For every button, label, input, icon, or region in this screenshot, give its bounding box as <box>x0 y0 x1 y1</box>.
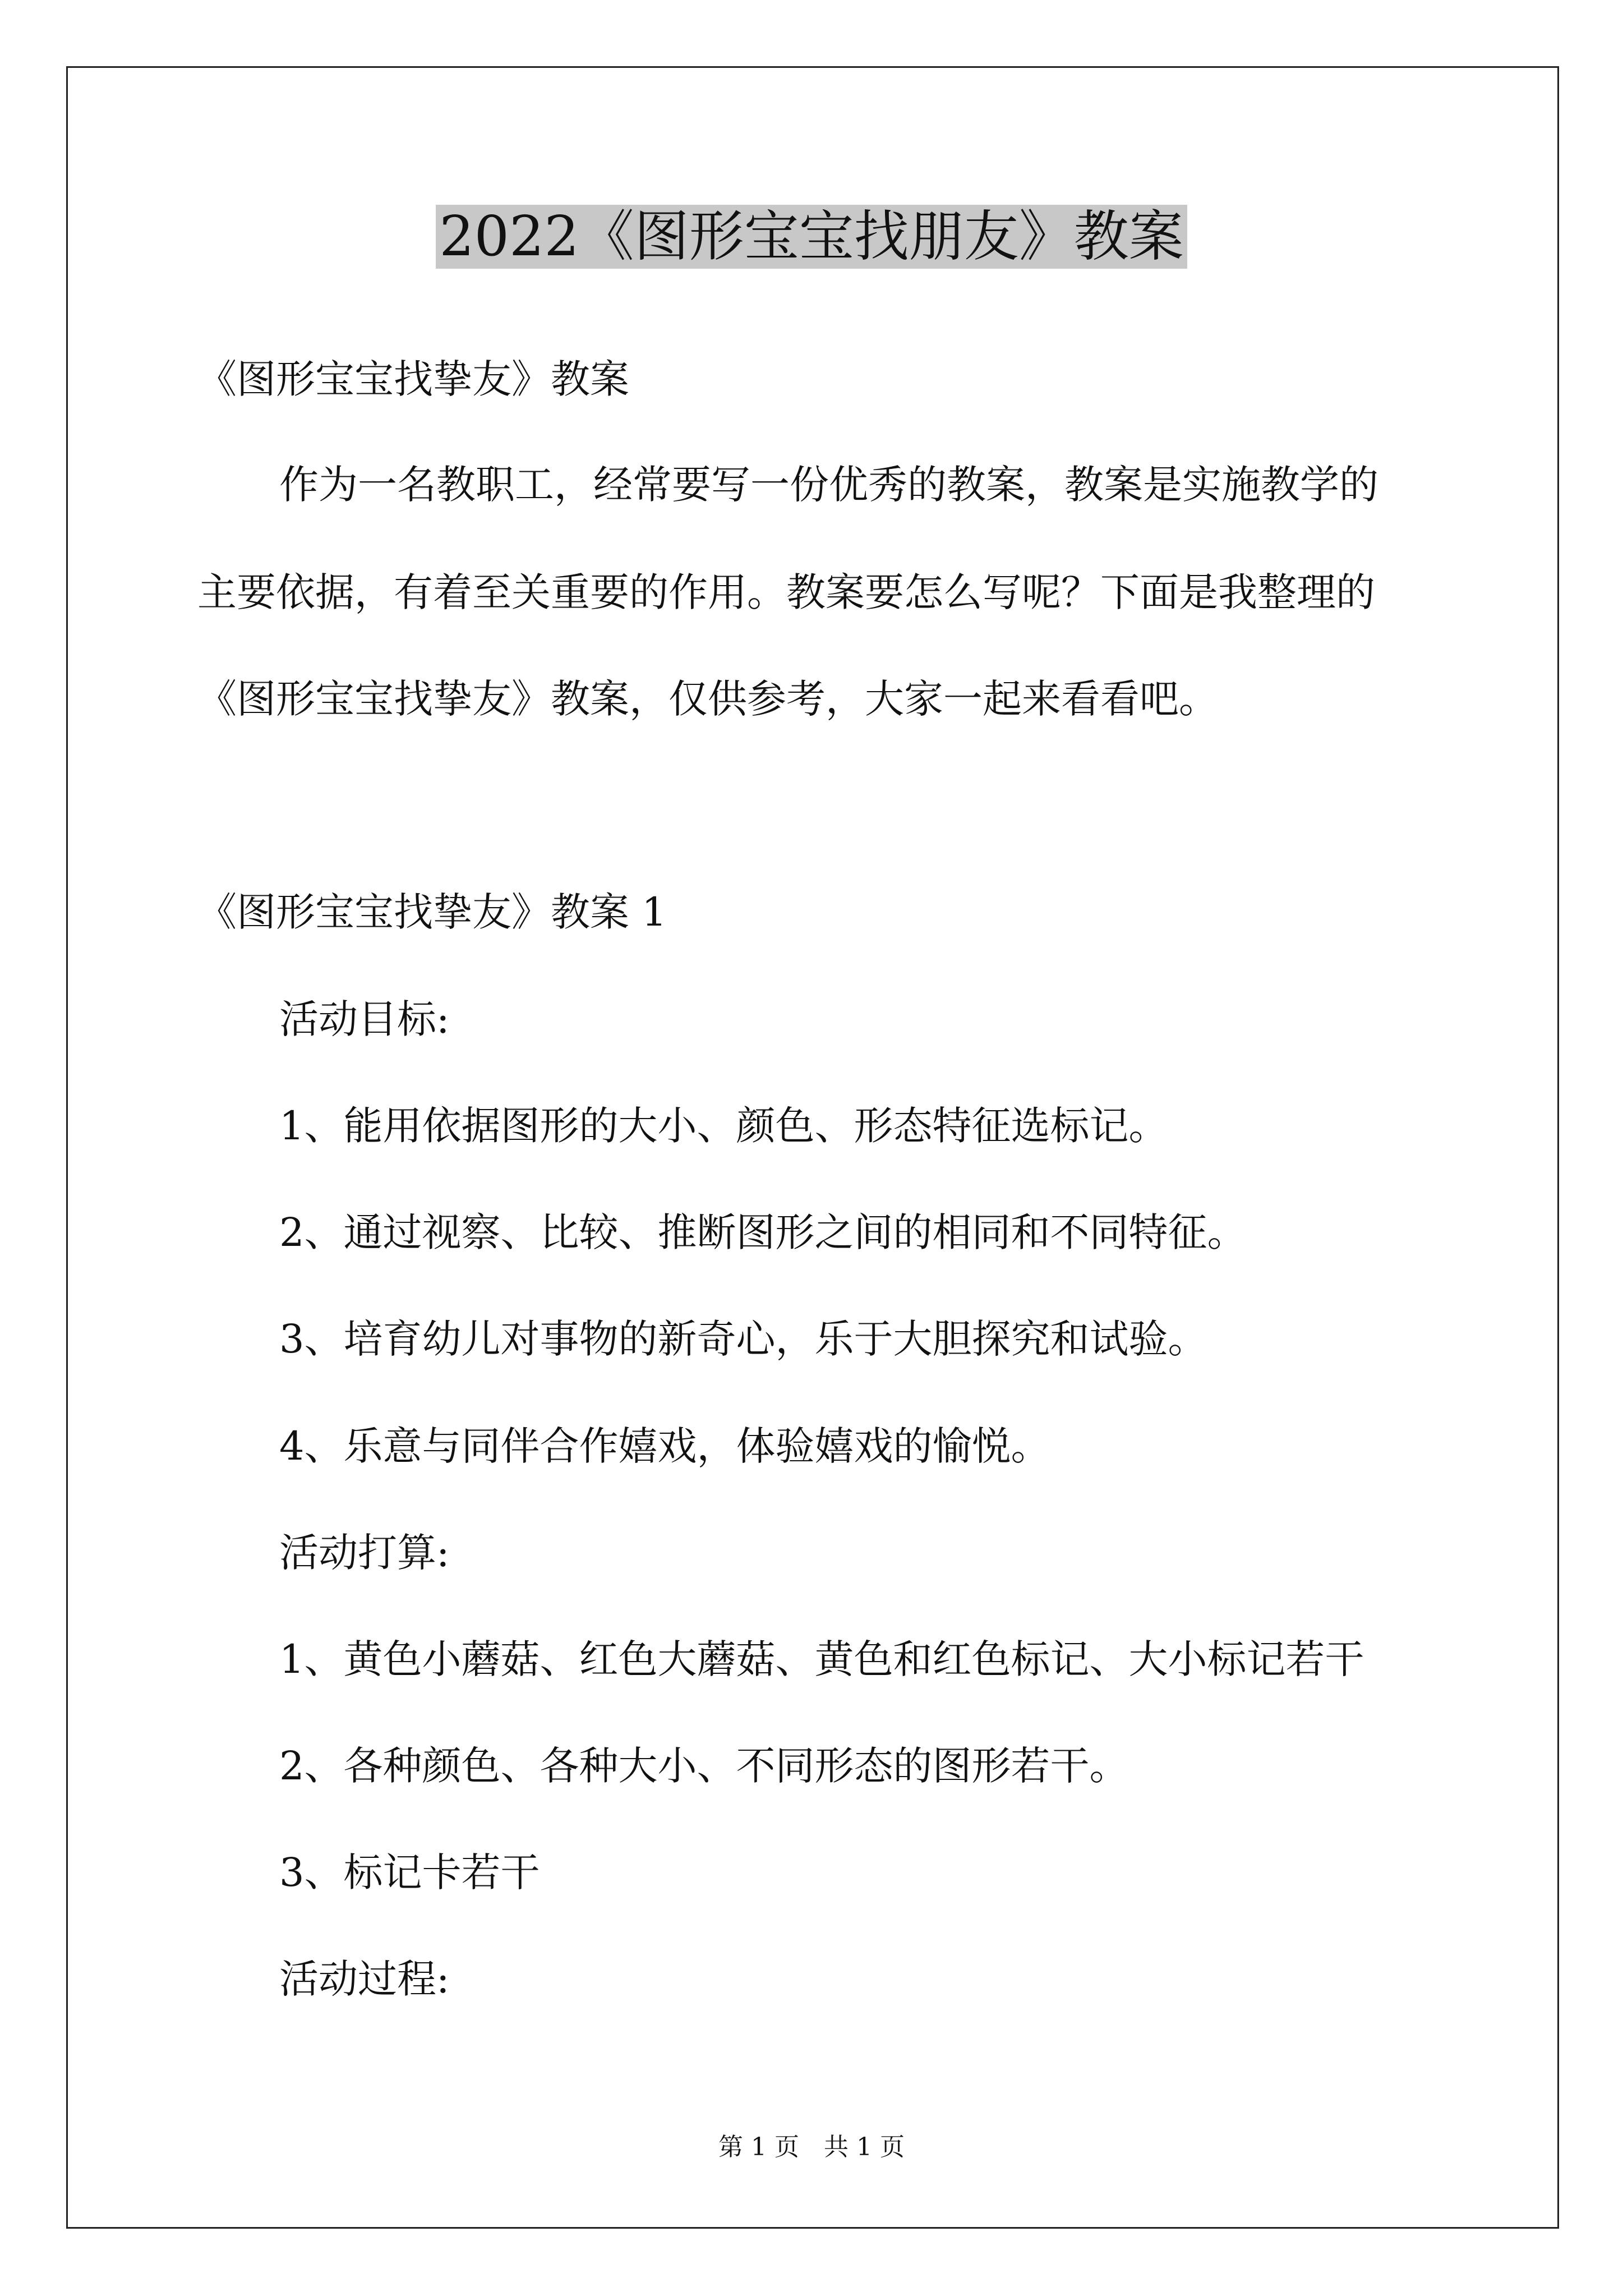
process-heading: 活动过程: <box>279 1956 450 2002</box>
prep-item: 3、标记卡若干 <box>279 1849 540 1895</box>
section-heading: 《图形宝宝找挚友》教案 1 <box>197 889 667 935</box>
goal-item: 3、培育幼儿对事物的新奇心，乐于大胆探究和试验。 <box>279 1316 1207 1362</box>
goal-item: 1、能用依据图形的大小、颜色、形态特征选标记。 <box>279 1103 1168 1149</box>
prep-item: 1、黄色小蘑菇、红色大蘑菇、黄色和红色标记、大小标记若干 <box>279 1636 1364 1682</box>
document-subtitle: 《图形宝宝找挚友》教案 <box>197 356 629 402</box>
intro-line-2: 主要依据，有着至关重要的作用。教案要怎么写呢？下面是我整理的 <box>197 569 1375 615</box>
page-number: 第 1 页 共 1 页 <box>718 2133 905 2161</box>
goal-item: 4、乐意与同伴合作嬉戏，体验嬉戏的愉悦。 <box>279 1423 1050 1469</box>
goals-heading: 活动目标: <box>279 996 450 1042</box>
document-title-text: 2022《图形宝宝找朋友》教案 <box>436 205 1187 269</box>
goal-item: 2、通过视察、比较、推断图形之间的相同和不同特征。 <box>279 1209 1247 1255</box>
prep-item: 2、各种颜色、各种大小、不同形态的图形若干。 <box>279 1743 1129 1789</box>
prep-heading: 活动打算: <box>279 1530 450 1576</box>
intro-line-3: 《图形宝宝找挚友》教案，仅供参考，大家一起来看看吧。 <box>197 676 1218 722</box>
intro-line-1: 作为一名教职工，经常要写一份优秀的教案，教案是实施教学的 <box>279 462 1378 508</box>
document-title <box>0 197 1623 276</box>
